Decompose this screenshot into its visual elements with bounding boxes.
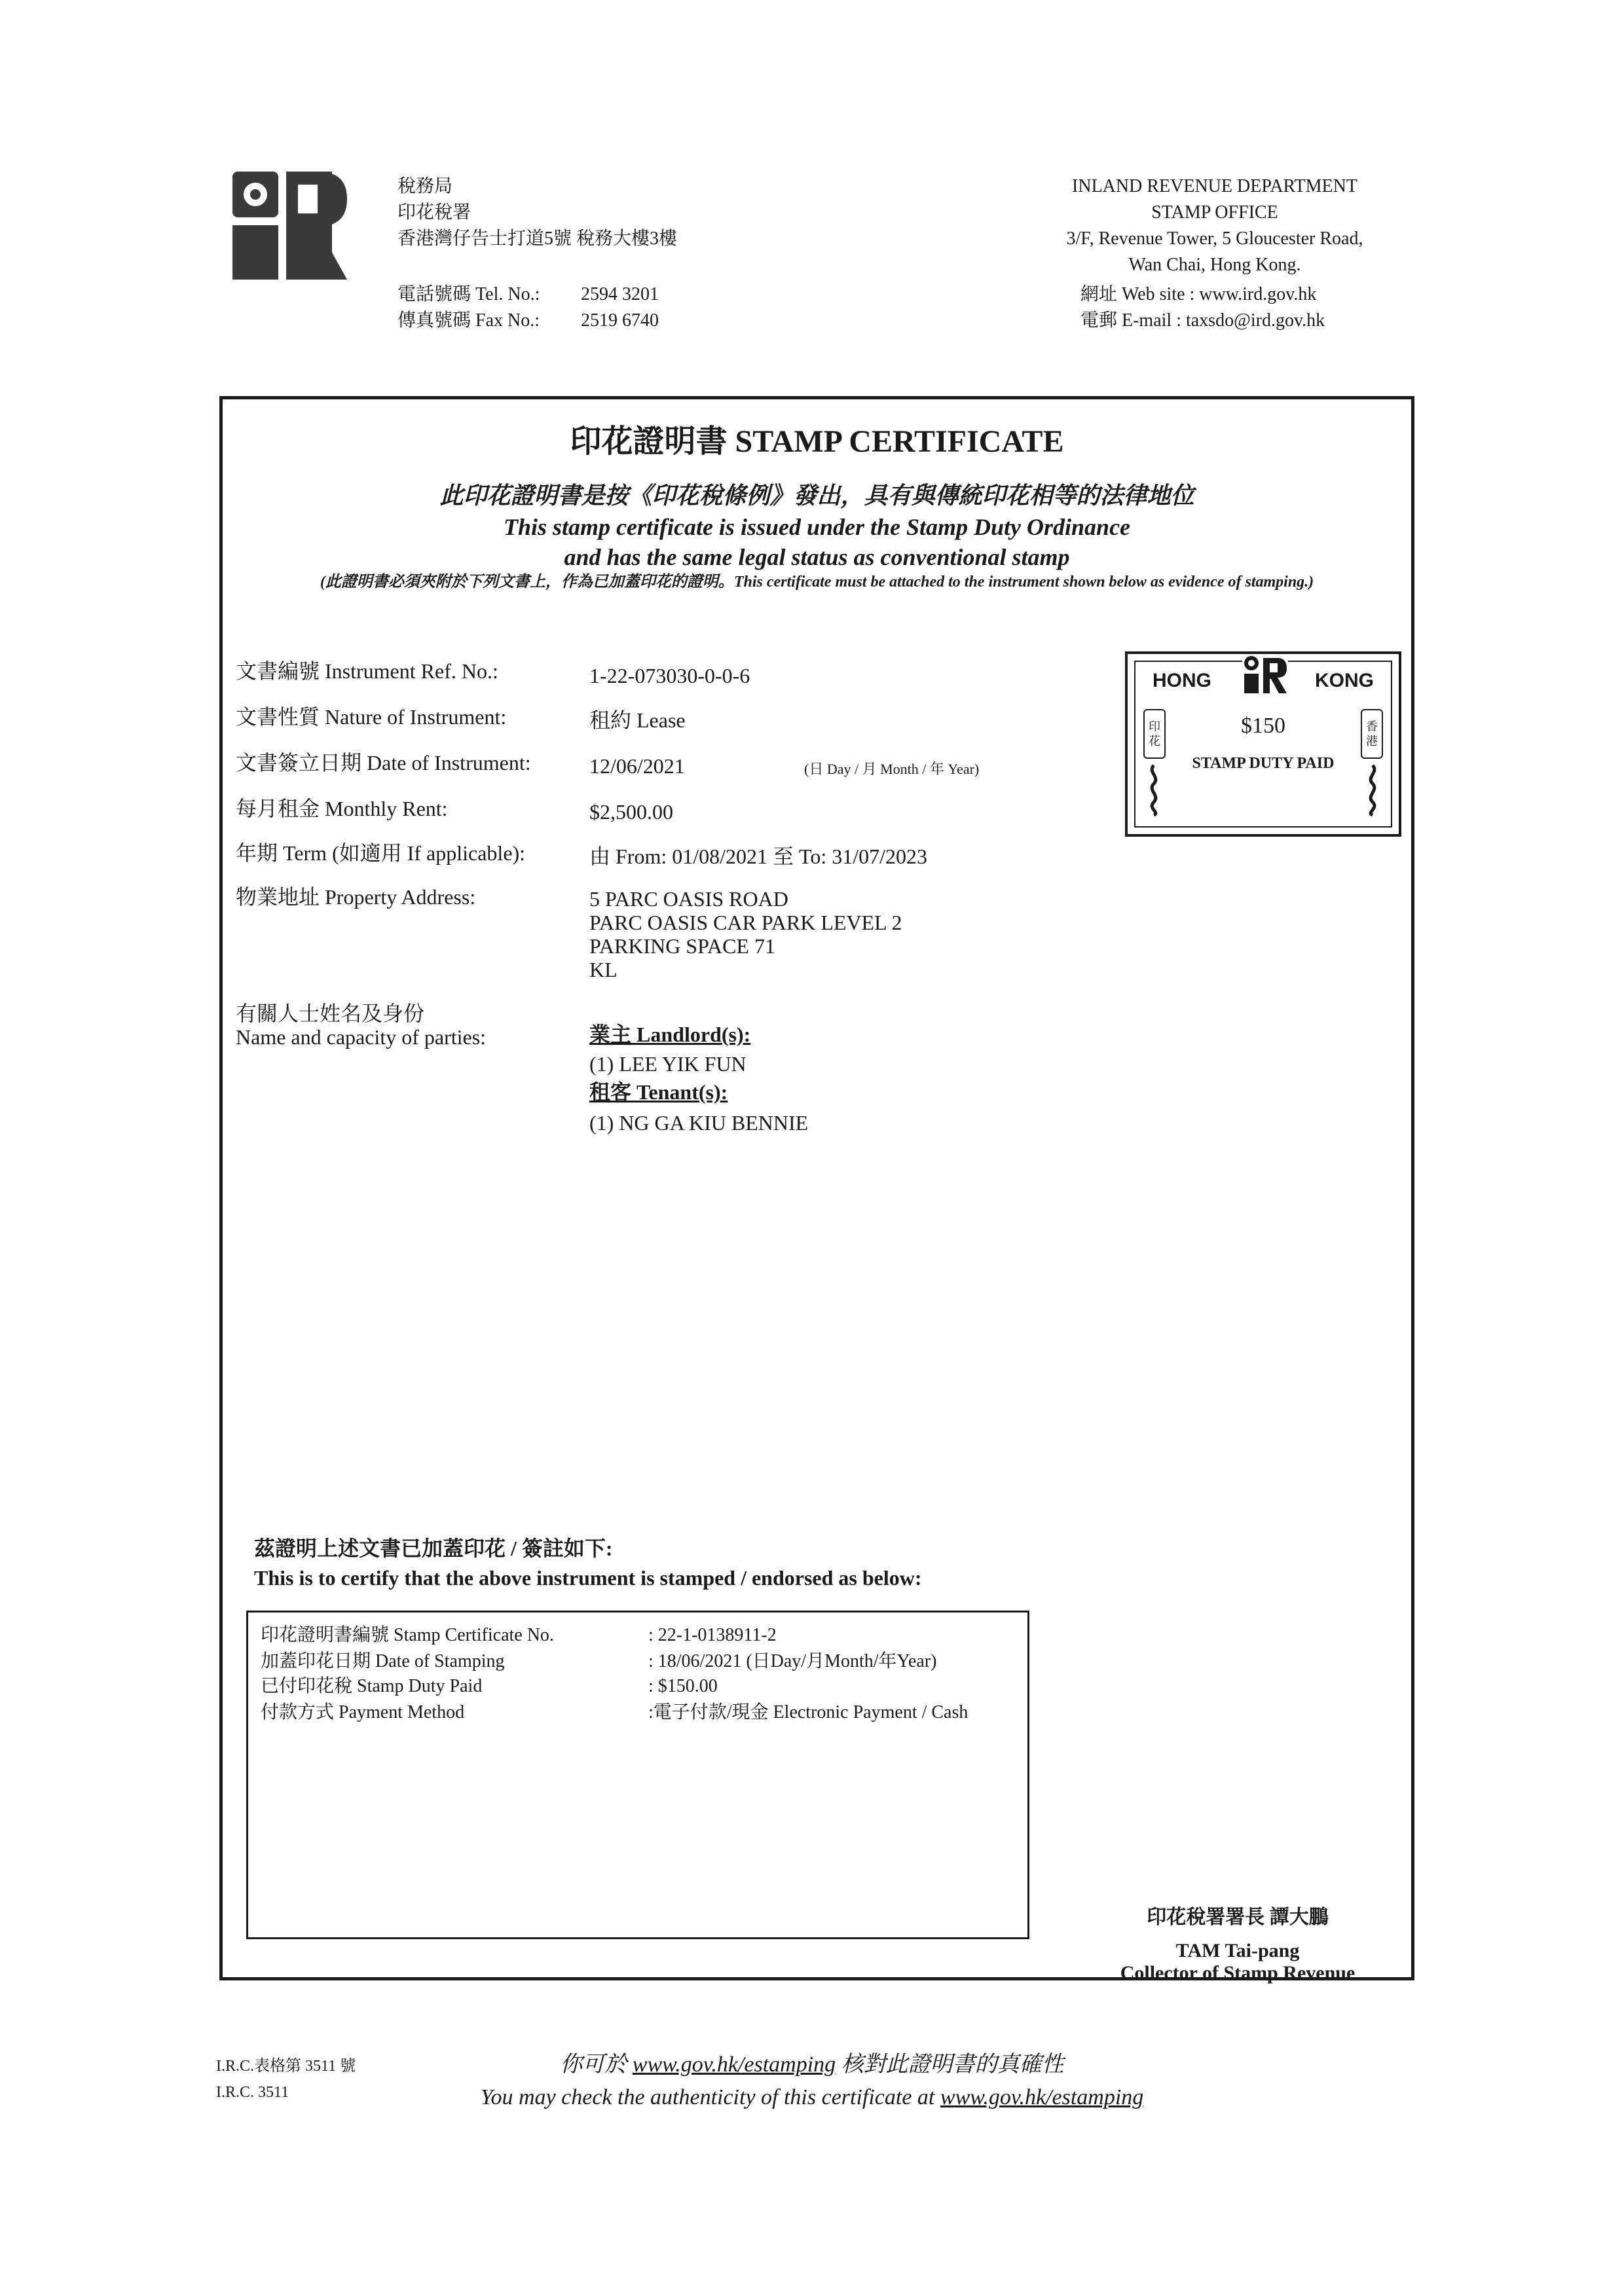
header-right-line: STAMP OFFICE (1151, 202, 1278, 223)
check-zh-post: 核對此證明書的真確性 (836, 2052, 1064, 2077)
date-label: 文書簽立日期 Date of Instrument: (236, 751, 531, 774)
landlord-name: (1) LEE YIK FUN (589, 1052, 747, 1076)
check-authenticity-zh (367, 2050, 1257, 2079)
collector-name: TAM Tai-pang (1175, 1940, 1300, 1961)
term-label: 年期 Term (如適用 If applicable): (236, 841, 526, 865)
seal-char: 港 (1366, 735, 1378, 748)
tenant-name: (1) NG GA KIU BENNIE (589, 1111, 809, 1135)
certify-en: This is to certify that the above instrument is stamped / endorsed as below: (254, 1566, 922, 1590)
stamping-date-label: 加蓋印花日期 Date of Stamping (261, 1651, 505, 1671)
ref-value: 1-22-073030-0-0-6 (589, 664, 750, 687)
seal-char: 印 (1149, 720, 1160, 733)
form-number-en: I.R.C. 3511 (216, 2084, 289, 2101)
header-left-line: 稅務局 (397, 176, 453, 196)
tel-label: 電話號碼 Tel. No.: (397, 284, 540, 304)
tel-row (397, 282, 659, 308)
tenant-heading: 租客 Tenant(s): (589, 1080, 728, 1104)
estamping-link-en[interactable]: www.gov.hk/estamping (940, 2085, 1144, 2109)
landlord-heading: 業主 Landlord(s): (589, 1023, 751, 1046)
check-authenticity-en (367, 2083, 1257, 2112)
rent-label: 每月租金 Monthly Rent: (236, 797, 448, 820)
payment-method-value: :電子付款/現金 Electronic Payment / Cash (648, 1702, 969, 1722)
parties-label-zh: 有關人士姓名及身份 (236, 1002, 425, 1025)
address-block (589, 887, 902, 981)
subtitle-zh: 此印花證明書是按《印花稅條例》發出，具有與傳統印花相等的法律地位 (439, 483, 1194, 509)
fax-label: 傳真號碼 Fax No.: (397, 310, 540, 331)
nature-value: 租約 Lease (589, 708, 686, 732)
subtitle-en-line1: This stamp certificate is issued under the Stamp Duty Ordinance (503, 514, 1131, 540)
seal-char: 香 (1366, 720, 1378, 733)
nature-label: 文書性質 Nature of Instrument: (236, 705, 507, 729)
rent-value: $2,500.00 (589, 800, 673, 824)
stamp-hong: HONG (1153, 670, 1211, 691)
certify-zh: 茲證明上述文書已加蓋印花 / 簽註如下: (254, 1537, 613, 1560)
header-contact-block (397, 282, 659, 334)
stamp-paid-text: STAMP DUTY PAID (1192, 755, 1335, 772)
fax-value: 2519 6740 (581, 310, 659, 331)
address-line: PARC OASIS CAR PARK LEVEL 2 (589, 911, 902, 934)
seal-char: 花 (1149, 735, 1160, 748)
header-right-line: Wan Chai, Hong Kong. (1128, 255, 1301, 275)
certificate-title: 印花證明書 STAMP CERTIFICATE (570, 424, 1064, 459)
parties-label-en: Name and capacity of parties: (236, 1025, 487, 1049)
form-number-zh: I.R.C.表格第 3511 號 (216, 2058, 356, 2075)
stamp-cert-no-label: 印花證明書編號 Stamp Certificate No. (261, 1625, 554, 1645)
ref-label: 文書編號 Instrument Ref. No.: (236, 659, 498, 683)
header-right-line: 3/F, Revenue Tower, 5 Gloucester Road, (1066, 228, 1363, 249)
header-left-line: 香港灣仔告士打道5號 稅務大樓3樓 (397, 228, 678, 249)
collector-zh: 印花稅署署長 譚大鵬 (1147, 1906, 1329, 1928)
stamp-cert-no-value: : 22-1-0138911-2 (648, 1625, 777, 1645)
duty-paid-label: 已付印花稅 Stamp Duty Paid (261, 1676, 483, 1696)
date-format-note: (日 Day / 月 Month / 年 Year) (804, 761, 980, 777)
address-label: 物業地址 Property Address: (236, 885, 476, 909)
stamp-dragon-right-icon (1365, 764, 1380, 816)
check-zh-pre: 你可於 (560, 2052, 633, 2077)
stamp-kong: KONG (1315, 670, 1374, 691)
fax-row (397, 308, 659, 334)
stamping-date-value: : 18/06/2021 (日Day/月Month/年Year) (648, 1651, 937, 1671)
header-right-line: INLAND REVENUE DEPARTMENT (1072, 176, 1357, 196)
subtitle-en-line2: and has the same legal status as conventional stamp (564, 544, 1070, 570)
payment-method-label: 付款方式 Payment Method (261, 1702, 465, 1722)
header-web-block (1080, 282, 1325, 334)
estamping-link-zh[interactable]: www.gov.hk/estamping (632, 2052, 836, 2077)
duty-paid-value: : $150.00 (648, 1676, 718, 1696)
header-left-line: 印花稅署 (397, 202, 471, 223)
stamp-seal-right (1361, 709, 1383, 759)
address-line: PARKING SPACE 71 (589, 934, 775, 958)
date-value: 12/06/2021 (589, 754, 685, 778)
stamp-duty-mark (1125, 651, 1401, 837)
attach-note: (此證明書必須夾附於下列文書上，作為已加蓋印花的證明。This certificate must be attached to the instrument shown below as evidence of stamping.) (320, 574, 1314, 591)
term-value: 由 From: 01/08/2021 至 To: 31/07/2023 (589, 845, 928, 868)
stamp-ir-logo-icon (1242, 655, 1288, 696)
collector-title: Collector of Stamp Revenue (1120, 1962, 1356, 1984)
address-line: KL (589, 958, 618, 981)
address-line: 5 PARC OASIS ROAD (589, 887, 788, 911)
website-text: 網址 Web site : www.ird.gov.hk (1080, 284, 1317, 304)
stamp-value: $150 (1241, 714, 1285, 738)
email-text: 電郵 E-mail : taxsdo@ird.gov.hk (1080, 310, 1325, 331)
stamp-seal-left (1143, 709, 1166, 759)
header-left-block (397, 173, 677, 252)
ird-logo (232, 172, 347, 280)
tel-value: 2594 3201 (581, 284, 659, 304)
header-right-block (1022, 173, 1408, 278)
stamp-dragon-left-icon (1146, 764, 1162, 816)
check-en-pre: You may check the authenticity of this certificate at (480, 2085, 940, 2109)
